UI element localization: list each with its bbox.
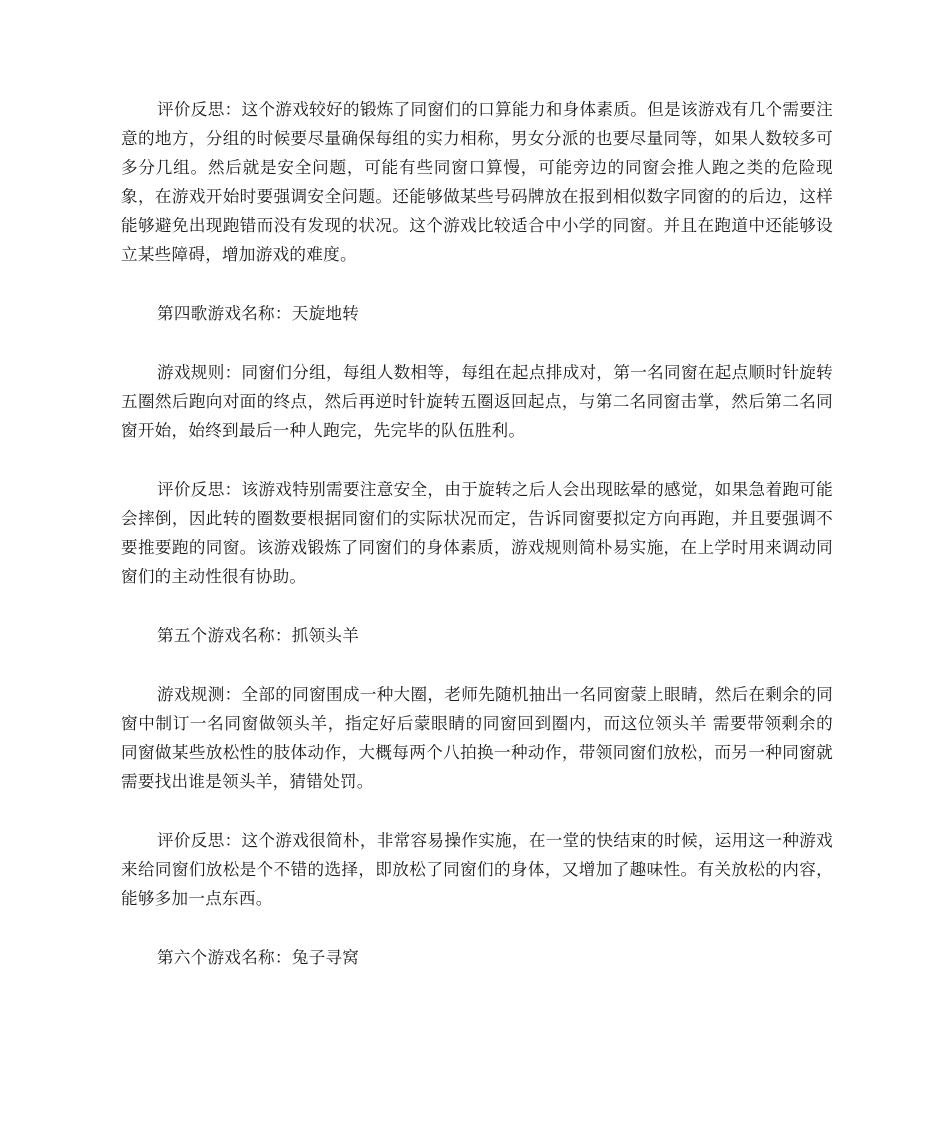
paragraph-gap [121,591,833,621]
paragraph-gap [121,269,833,299]
paragraph-evaluation-game4: 评价反思：该游戏特别需要注意安全，由于旋转之后人会出现眩晕的感觉，如果急着跑可能会摔倒，因此转的圈数要根据同窗们的实际状况而定，告诉同窗要拟定方向再跑，并且要强调不要推要跑的同窗。该游戏锻炼了同窗们的身体素质，游戏规则简朴易实施，在上学时用来调动同窗们的主动性很有协助。 [121,480,833,586]
paragraph-evaluation-game5: 评价反思：这个游戏很简朴，非常容易操作实施，在一堂的快结束的时候，运用这一种游戏来给同窗们放松是个不错的选择，即放松了同窗们的身体，又增加了趣味性。有关放松的内容，能够多加一点东西。 [121,831,833,908]
paragraph-gap [121,913,833,943]
heading-game5: 第五个游戏名称：抓领头羊 [157,626,360,645]
paragraph-gap [121,445,833,475]
paragraph-evaluation-game3: 评价反思：这个游戏较好的锻炼了同窗们的口算能力和身体素质。但是该游戏有几个需要注意的地方，分组的时候要尽量确保每组的实力相称，男女分派的也要尽量同等，如果人数较多可多分几组。然后就是安全问题，可能有些同窗口算慢，可能旁边的同窗会推人跑之类的危险现象，在游戏开始时要强调安全问题。还能够做某些号码牌放在报到相似数字同窗的的后边，这样能够避免出现跑错而没有发现的状况。这个游戏比较适合中小学的同窗。并且在跑道中还能够设立某些障碍，增加游戏的难度。 [121,100,833,264]
heading-game4: 第四歌游戏名称：天旋地转 [157,304,360,323]
paragraph-rules-game4: 游戏规则：同窗们分组，每组人数相等，每组在起点排成对，第一名同窗在起点顺时针旋转五圈然后跑向对面的终点，然后再逆时针旋转五圈返回起点，与第二名同窗击掌，然后第二名同窗开始，始终到最后一种人跑完，先完毕的队伍胜利。 [121,363,833,440]
paragraph-gap [121,328,833,358]
document-body [121,95,833,972]
paragraph-gap [121,650,833,680]
heading-game6: 第六个游戏名称：兔子寻窝 [157,948,360,967]
paragraph-rules-game5: 游戏规测：全部的同窗围成一种大圈，老师先随机抽出一名同窗蒙上眼睛，然后在剩余的同窗中制订一名同窗做领头羊，指定好后蒙眼睛的同窗回到圈内，而这位领头羊 需要带领剩余的同窗做某些放松性的肢体动作，大概每两个八拍换一种动作，带领同窗们放松，而另一种同窗就需要找出谁是领头羊，猜错处罚。 [121,685,833,791]
paragraph-gap [121,796,833,826]
